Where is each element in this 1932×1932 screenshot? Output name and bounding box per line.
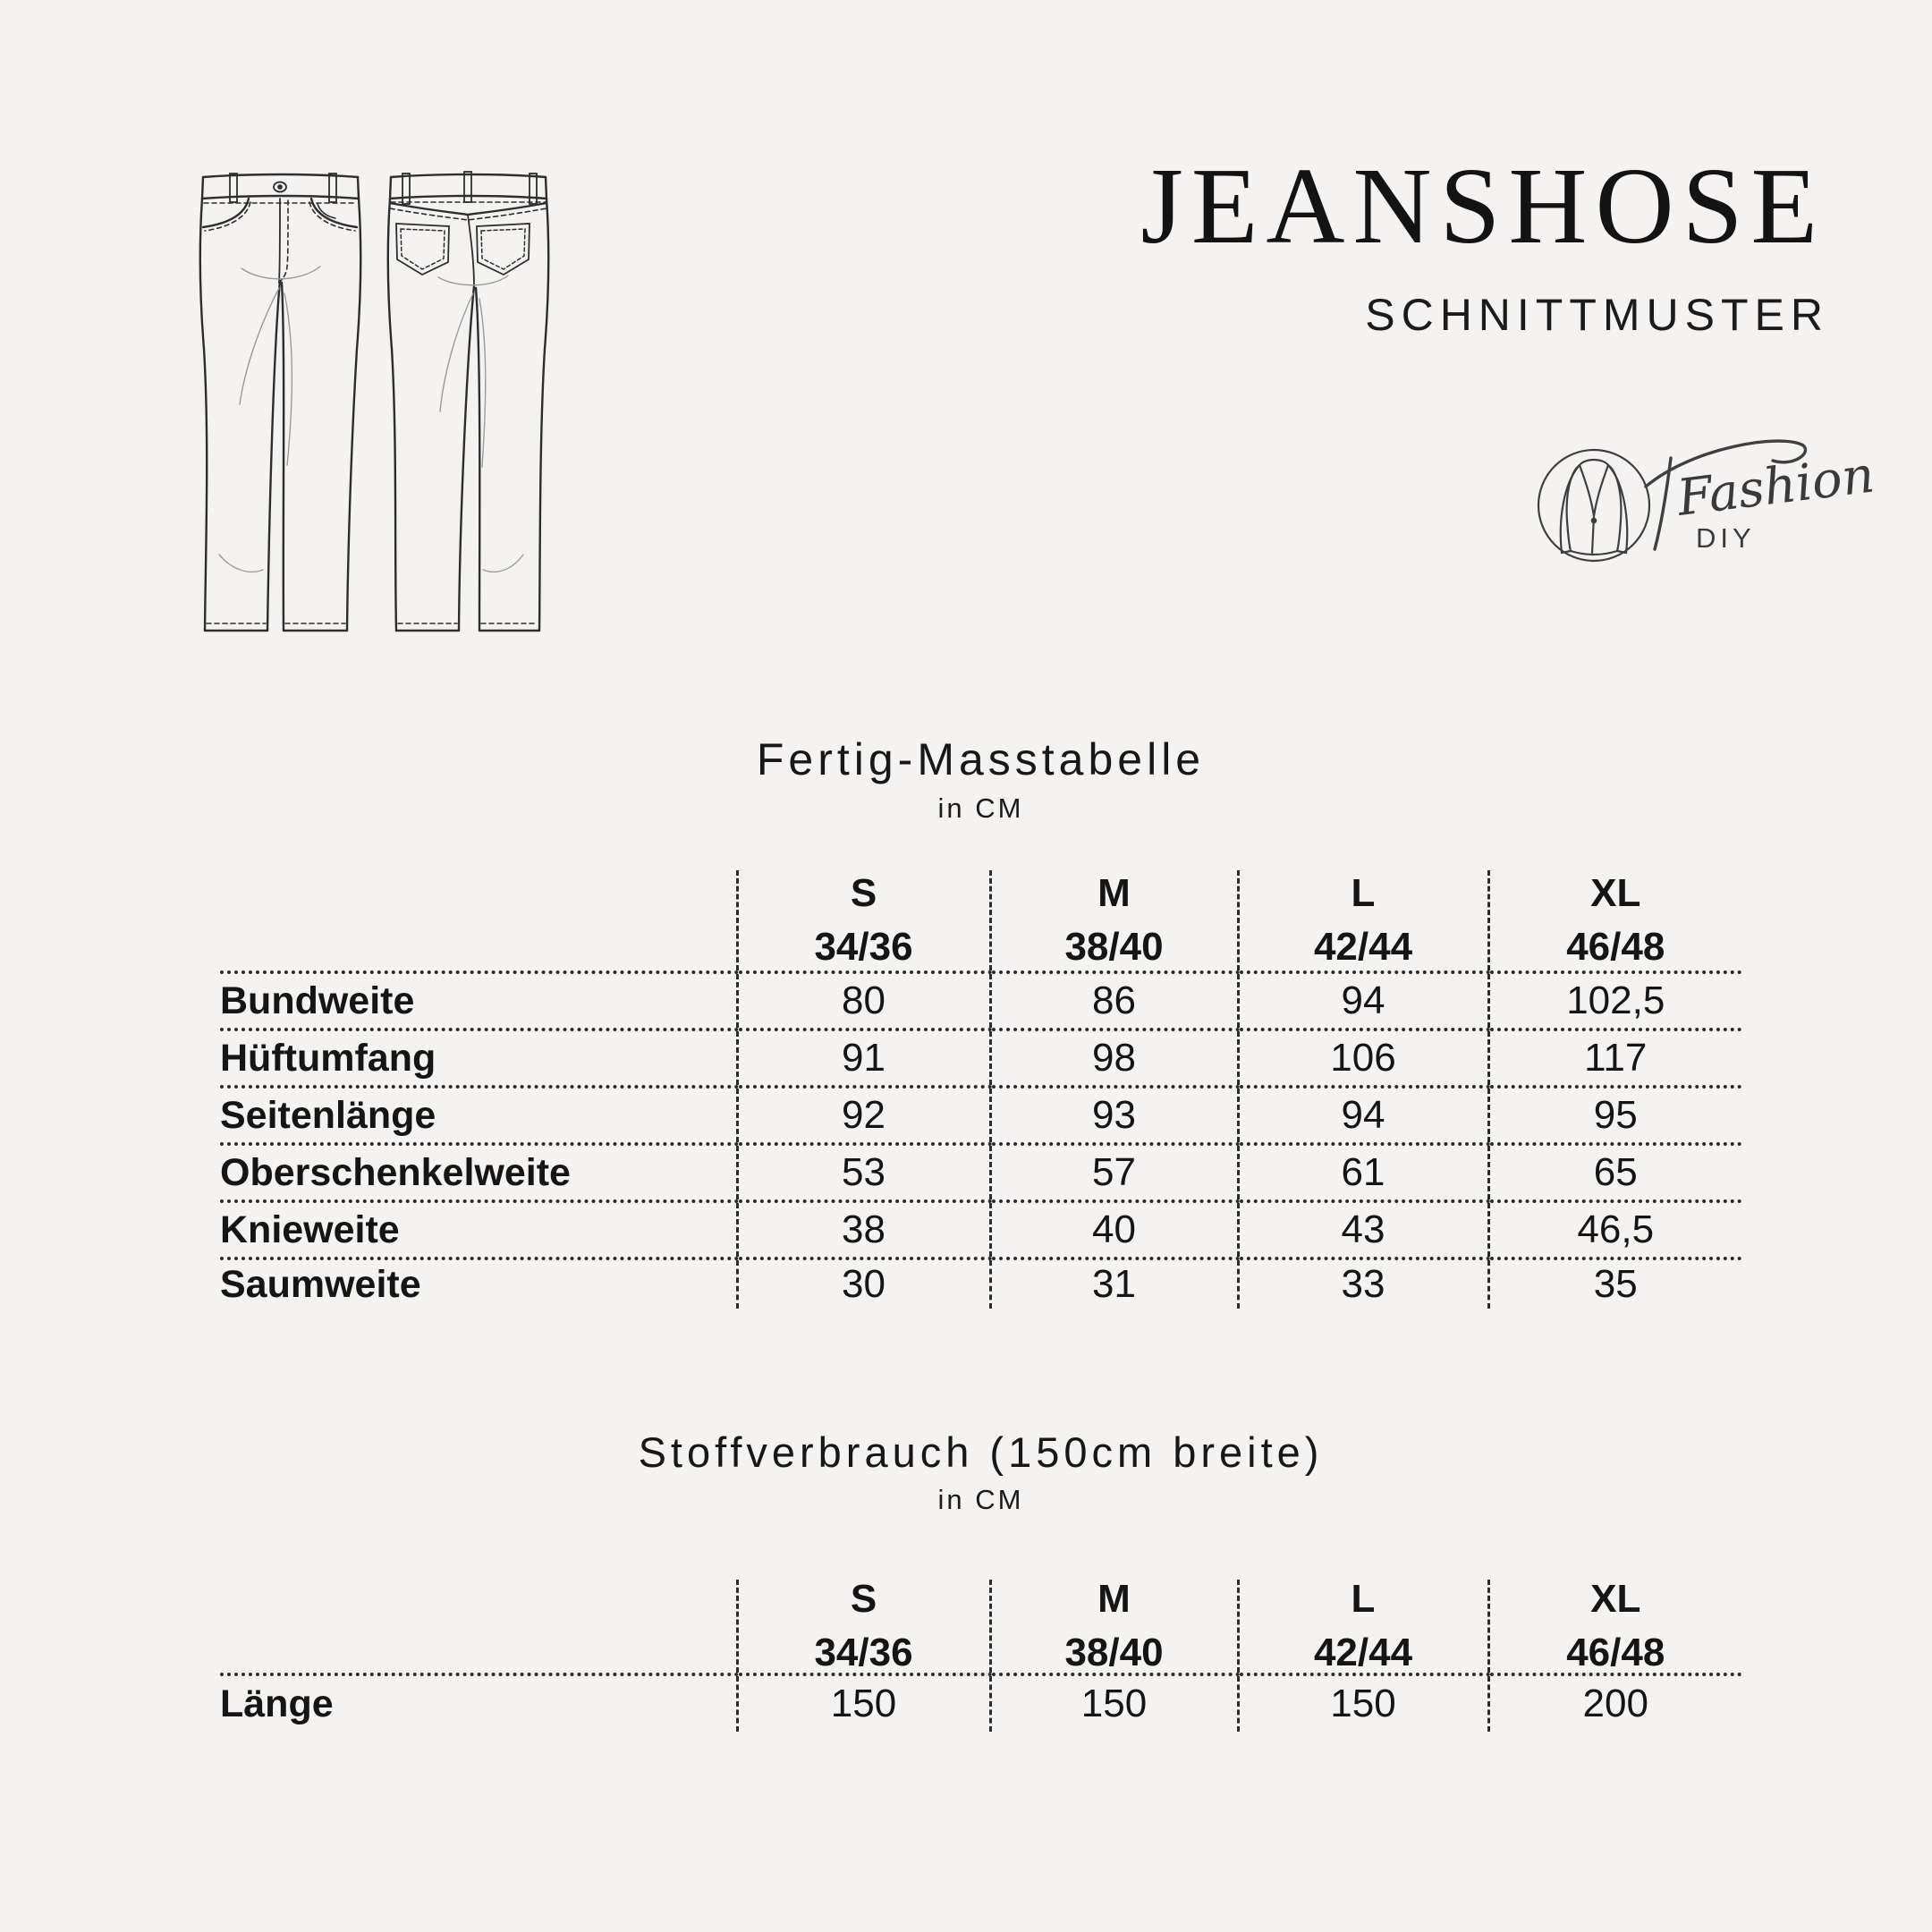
measurement-value: 46,5 xyxy=(1488,1201,1741,1258)
size-label: M xyxy=(1097,871,1131,915)
size-label: XL xyxy=(1590,1577,1641,1621)
column-header-l xyxy=(1238,1577,1488,1674)
corner-cell xyxy=(220,870,737,972)
size-range: 42/44 xyxy=(1313,1631,1413,1674)
size-label: XL xyxy=(1590,871,1641,915)
measurement-label: Knieweite xyxy=(220,1201,737,1258)
size-range: 34/36 xyxy=(814,1631,913,1674)
measurement-label: Länge xyxy=(220,1682,334,1725)
jeans-technical-sketch xyxy=(179,170,564,644)
logo-sub-text: DIY xyxy=(1696,522,1756,554)
size-table-heading xyxy=(220,735,1741,825)
size-range: 42/44 xyxy=(1313,925,1413,969)
size-range: 34/36 xyxy=(814,925,913,969)
column-header-m xyxy=(990,870,1238,972)
column-header-xl xyxy=(1488,870,1741,972)
size-range: 46/48 xyxy=(1566,925,1665,969)
measurement-value: 92 xyxy=(737,1087,990,1144)
measurement-value: 61 xyxy=(1238,1144,1488,1201)
measurement-label: Seitenlänge xyxy=(220,1087,737,1144)
measurement-value: 35 xyxy=(1488,1258,1741,1309)
measurement-value: 94 xyxy=(1238,972,1488,1030)
size-label: S xyxy=(850,871,877,915)
fabric-table-heading xyxy=(220,1429,1741,1516)
table-row xyxy=(220,1144,1741,1201)
logo-script-text: Fashion xyxy=(1674,445,1877,528)
column-header-s xyxy=(737,870,990,972)
measurement-value: 117 xyxy=(1488,1030,1741,1087)
fabric-consumption-table xyxy=(220,1577,1741,1732)
measurement-value: 43 xyxy=(1238,1201,1488,1258)
measurement-value: 65 xyxy=(1488,1144,1741,1201)
measurement-value: 30 xyxy=(737,1258,990,1309)
size-label: L xyxy=(1351,871,1376,915)
corner-cell xyxy=(220,1580,737,1674)
measurement-value: 57 xyxy=(990,1144,1238,1201)
measurement-value: 98 xyxy=(990,1030,1238,1087)
size-range: 38/40 xyxy=(1064,925,1164,969)
measurement-value: 94 xyxy=(1238,1087,1488,1144)
fabric-table-unit: in CM xyxy=(937,1483,1024,1515)
measurement-value: 91 xyxy=(737,1030,990,1087)
table-row xyxy=(220,1674,1741,1732)
measurement-value: 93 xyxy=(990,1087,1238,1144)
page-title: JEANSHOSE xyxy=(1140,146,1826,267)
jeans-front-view xyxy=(200,174,360,631)
column-header-l xyxy=(1238,870,1488,972)
measurement-label: Bundweite xyxy=(220,972,737,1030)
measurement-value: 38 xyxy=(737,1201,990,1258)
measurement-value: 31 xyxy=(990,1258,1238,1309)
table-row xyxy=(220,1201,1741,1258)
table-row xyxy=(220,1030,1741,1087)
table-row xyxy=(220,1258,1741,1309)
measurement-value: 106 xyxy=(1238,1030,1488,1087)
blazer-icon xyxy=(1561,460,1627,555)
measurement-label: Saumweite xyxy=(220,1262,421,1306)
measurement-value: 86 xyxy=(990,972,1238,1030)
measurement-value: 95 xyxy=(1488,1087,1741,1144)
measurement-value: 33 xyxy=(1238,1258,1488,1309)
column-header-s xyxy=(737,1577,990,1674)
size-label: S xyxy=(850,1577,877,1621)
measurement-label: Hüftumfang xyxy=(220,1030,737,1087)
size-table-title: Fertig-Masstabelle xyxy=(756,734,1206,784)
logo-circle xyxy=(1538,450,1649,561)
measurement-label: Oberschenkelweite xyxy=(220,1144,737,1201)
measurement-value: 200 xyxy=(1488,1674,1741,1732)
page-subtitle: SCHNITTMUSTER xyxy=(1365,290,1829,340)
measurement-value: 40 xyxy=(990,1201,1238,1258)
table-row xyxy=(220,1087,1741,1144)
measurement-value: 150 xyxy=(990,1674,1238,1732)
measurement-value: 150 xyxy=(1238,1674,1488,1732)
measurement-value: 150 xyxy=(737,1674,990,1732)
size-label: L xyxy=(1351,1577,1376,1621)
measurement-value: 53 xyxy=(737,1144,990,1201)
size-label: M xyxy=(1097,1577,1131,1621)
finished-measurements-table xyxy=(220,870,1741,1309)
fabric-table-title: Stoffverbrauch (150cm breite) xyxy=(638,1428,1324,1476)
header-row xyxy=(220,870,1741,972)
header-row xyxy=(220,1580,1741,1674)
size-range: 46/48 xyxy=(1566,1631,1665,1674)
fashion-diy-logo xyxy=(1513,431,1889,592)
size-range: 38/40 xyxy=(1064,1631,1164,1674)
column-header-m xyxy=(990,1577,1238,1674)
column-header-xl xyxy=(1488,1577,1741,1674)
measurement-value: 80 xyxy=(737,972,990,1030)
size-table-unit: in CM xyxy=(937,792,1024,824)
jeans-back-view xyxy=(388,172,548,631)
measurement-value: 102,5 xyxy=(1488,972,1741,1030)
table-row xyxy=(220,972,1741,1030)
